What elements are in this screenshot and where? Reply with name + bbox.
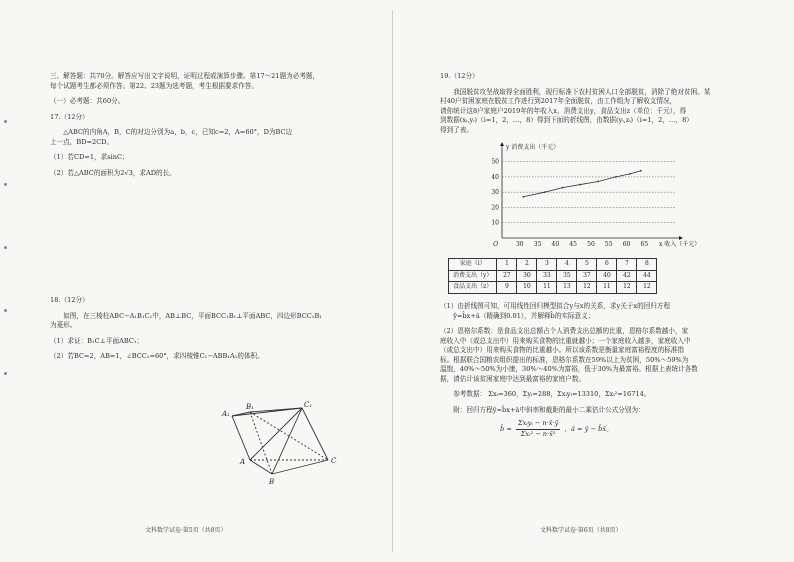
y-tick-label: 20 xyxy=(491,204,499,212)
q17-part1: （1）若CD=1，求sinC； xyxy=(50,153,129,162)
ref-label: 参考数据： xyxy=(453,390,487,399)
section-title: 三、解答题：共70分。解答应写出文字说明，证明过程或演算步骤。第17～21题为必考题， xyxy=(50,72,320,80)
left-page xyxy=(50,60,380,562)
q18-part1: （1）求证：B₁C⊥平面ABC₁； xyxy=(50,336,144,345)
household-table xyxy=(448,258,657,294)
q19-title: 19.（12分） xyxy=(440,72,479,80)
table-cell: 12 xyxy=(617,282,637,294)
table-cell: 44 xyxy=(637,270,657,282)
q17-title: 17.（12分） xyxy=(50,112,89,121)
prism-figure xyxy=(210,400,360,490)
regression-formula xyxy=(500,419,758,439)
q19-part2-f: 据，请估计该贫困家庭中达到最富裕的家庭户数。 xyxy=(440,374,586,383)
edge-a1a xyxy=(232,416,250,460)
table-cell: 家庭（i） xyxy=(449,259,497,271)
x-tick-label: 60 xyxy=(622,241,631,248)
edge-bc xyxy=(272,460,328,474)
ref-values: Σxᵢ=360，Σyᵢ=288，Σxᵢyᵢ=13310，Σxᵢ²=16714。 xyxy=(488,390,651,399)
data-point xyxy=(597,181,599,183)
y-axis-arrow xyxy=(500,142,504,146)
x-tick-label: 40 xyxy=(551,241,560,248)
x-tick-label: 65 xyxy=(640,241,649,248)
series-line xyxy=(523,171,640,197)
edge-b1b xyxy=(250,412,272,474)
x-tick-label: 45 xyxy=(569,241,577,248)
table-cell: 6 xyxy=(597,259,617,271)
right-footer: 文科数学试卷·第6页（共8页） xyxy=(540,527,622,534)
q19-part2-d: 标。根据联合国粮农组织提出的标准，恩格尔系数在59%以上为贫困，50%～59%为 xyxy=(440,355,689,364)
label-b: B xyxy=(269,478,275,486)
formula-a: ，â = ȳ − b̂x̄。 xyxy=(564,425,613,434)
table-cell: 12 xyxy=(577,282,597,294)
q19-part2-e: 温饱，40%～50%为小康，30%～40%为富裕，低于30%为最富裕。根据上表统计各数 xyxy=(440,365,698,374)
x-tick-label: 50 xyxy=(587,241,595,248)
q18-title: 18.（12分） xyxy=(50,296,89,304)
formula-b-den: Σxᵢ² − n·x̄² xyxy=(520,430,556,439)
page-divider xyxy=(392,10,393,552)
diag-ac1 xyxy=(250,408,302,460)
q17-text-cont: 上一点，BD=2CD。 xyxy=(50,137,114,146)
q19-text-5: 到数据(xᵢ,yᵢ)（i=1，2，…，8）得到下面的折线图，由数据(yᵢ,zᵢ)（i=1，2，…，8） xyxy=(440,116,693,125)
table-cell: 2 xyxy=(517,259,537,271)
q18-text-cont: 为菱形。 xyxy=(50,321,77,330)
table-cell: 37 xyxy=(577,270,597,282)
y-tick-label: 50 xyxy=(491,158,499,166)
formula-b-num: Σxᵢyᵢ − n·x̄·ȳ xyxy=(516,419,560,430)
y-tick-label: 10 xyxy=(491,219,499,227)
table-cell: 13 xyxy=(557,282,577,294)
table-cell: 11 xyxy=(597,282,617,294)
table-cell: 消费支出（y） xyxy=(449,270,497,282)
data-point xyxy=(579,184,581,186)
q19-part1: （1）由折线图可知，可用线性回归模型拟合y与x的关系，求y关于x的回归方程 xyxy=(440,302,671,310)
edge-a1c1 xyxy=(232,408,302,416)
label-a1: A₁ xyxy=(222,410,230,418)
table-cell: 10 xyxy=(517,282,537,294)
q18-part2: （2）若BC=2，AB=1，∠BCC₁=60°，求四棱锥C₁−ABB₁A₁的体积。 xyxy=(50,352,264,361)
data-point xyxy=(562,187,564,189)
q19-text-4: 请你统计这8户家庭户2019年的年收入x，消费支出y，食品支出z（单位：千元），得 xyxy=(440,106,687,115)
y-tick-label: 40 xyxy=(491,173,499,181)
q19-text-2: 村40户贫困家庭在脱贫工作进行到2017年全面脱贫，由工作组为了解收支情况， xyxy=(440,97,677,106)
table-row xyxy=(449,282,657,294)
q19-text-6: 得到了表。 xyxy=(440,125,473,134)
y-axis-label: y 消费支出（千元） xyxy=(506,144,560,151)
x-tick-label: 55 xyxy=(604,241,613,248)
y-tick-label: 30 xyxy=(491,189,499,197)
q19-part1-cont: ŷ=b̂x+â（精确到0.01），并解释b̂的实际意义； xyxy=(453,311,595,320)
table-cell: 9 xyxy=(497,282,517,294)
table-cell: 7 xyxy=(617,259,637,271)
q19-part2-c: （或总支出中）用来购买食物的比重越小。所以该系数是衡量家庭富裕程度的标准指 xyxy=(440,346,684,355)
x-tick-label: 30 xyxy=(515,241,524,248)
table-cell: 1 xyxy=(497,259,517,271)
label-c1: C₁ xyxy=(304,401,313,409)
label-b1: B₁ xyxy=(246,403,254,411)
table-cell: 8 xyxy=(637,259,657,271)
table-row xyxy=(449,270,657,282)
q19-part2-b: 庭收入中（或总支出中）用来购买食物的比重就越小；一个家庭收入越多，家庭收入中 xyxy=(440,336,691,345)
section-note: 每个试题考生都必须作答。第22、23题为选考题，考生根据要求作答。 xyxy=(50,81,258,90)
origin-label: O xyxy=(493,241,498,248)
x-axis-arrow xyxy=(679,236,683,240)
table-cell: 35 xyxy=(557,270,577,282)
table-cell: 3 xyxy=(537,259,557,271)
label-a: A xyxy=(240,458,246,466)
q19-text-1: 我国脱贫攻坚战取得全面胜利，现行标准下农村贫困人口全部脱贫，消除了绝对贫困。某 xyxy=(453,87,711,96)
table-cell: 30 xyxy=(517,270,537,282)
table-cell: 4 xyxy=(557,259,577,271)
x-tick-label: 35 xyxy=(533,241,542,248)
binding-holes xyxy=(4,120,10,440)
data-point xyxy=(640,170,642,172)
table-cell: 食品支出（z） xyxy=(449,282,497,294)
left-footer: 文科数学试卷·第5页（共8页） xyxy=(145,527,227,534)
data-point xyxy=(629,173,631,175)
right-page xyxy=(440,60,758,562)
q17-part2: （2）若△ABC的面积为2√3，求AD的长。 xyxy=(50,168,176,177)
q18-text: 如图，在三棱柱ABC−A₁B₁C₁中，AB⊥BC，平面BCC₁B₁⊥平面ABC，四边形BCC₁B₁ xyxy=(63,311,322,320)
table-cell: 27 xyxy=(497,270,517,282)
q19-part2: （2）恩格尔系数：是食品支出总额占个人消费支出总额的比重，恩格尔系数越小，家 xyxy=(440,327,689,336)
label-c: C xyxy=(331,457,337,465)
table-cell: 11 xyxy=(537,282,557,294)
required-title: （一）必考题：共60分。 xyxy=(50,97,125,106)
data-point xyxy=(615,176,617,178)
table-cell: 40 xyxy=(597,270,617,282)
diag-bc1 xyxy=(272,408,302,474)
formula-b-lhs: b̂ = xyxy=(500,425,512,434)
data-point xyxy=(544,191,546,193)
table-row xyxy=(449,259,657,271)
data-point xyxy=(522,196,524,198)
table-cell: 12 xyxy=(637,282,657,294)
x-axis-label: x 收入（千元） xyxy=(659,241,701,248)
q17-text: △ABC的内角A，B，C的对边分别为a，b，c，已知c=2，A=60°，D为BC边 xyxy=(63,128,293,137)
table-cell: 33 xyxy=(537,270,557,282)
table-cell: 5 xyxy=(577,259,597,271)
edge-ab xyxy=(250,460,272,474)
table-cell: 42 xyxy=(617,270,637,282)
ref-note: 附：回归方程ŷ=b̂x+â中斜率和截距的最小二乘估计公式分别为： xyxy=(453,405,645,414)
consumption-line-chart xyxy=(480,142,710,252)
